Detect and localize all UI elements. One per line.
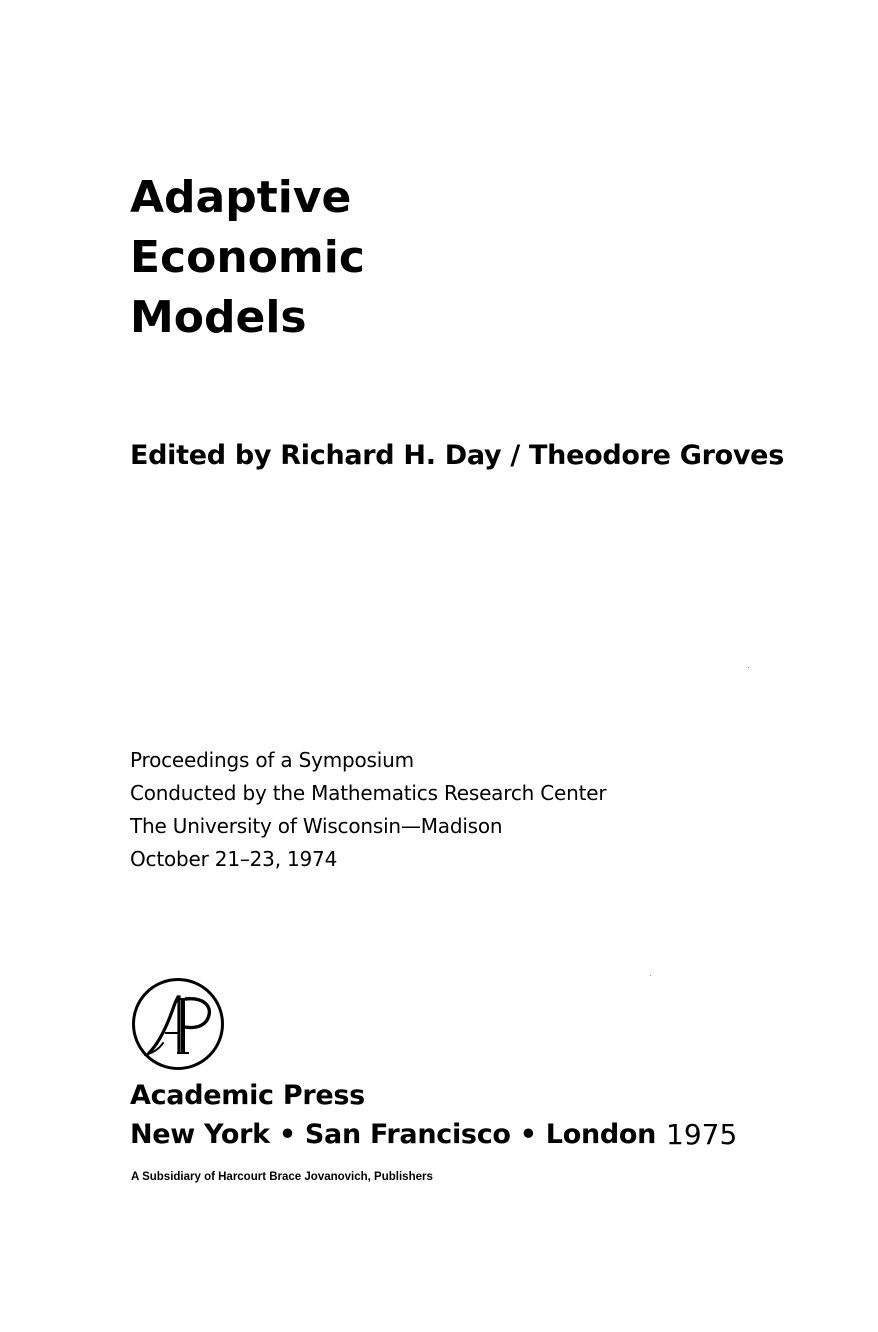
publisher-cities-row xyxy=(130,1116,750,1156)
book-title-line-1: Adaptive xyxy=(130,172,352,223)
academic-press-logo-icon xyxy=(131,977,225,1071)
publication-year: 1975 xyxy=(666,1118,738,1151)
proceedings-line-4: October 21–23, 1974 xyxy=(130,847,338,871)
proceedings-line-2: Conducted by the Mathematics Research Center xyxy=(130,781,607,805)
scan-speck xyxy=(748,667,749,668)
proceedings-line-1: Proceedings of a Symposium xyxy=(130,748,414,772)
publisher-cities: New York • San Francisco • London xyxy=(130,1119,657,1150)
editors-line: Edited by Richard H. Day / Theodore Groves xyxy=(130,440,784,471)
proceedings-line-3: The University of Wisconsin—Madison xyxy=(130,814,503,838)
book-title-line-2: Economic xyxy=(130,232,365,283)
book-title-line-3: Models xyxy=(130,292,307,343)
scan-speck xyxy=(650,975,651,976)
publisher-name: Academic Press xyxy=(130,1080,365,1111)
publisher-subsidiary-note: A Subsidiary of Harcourt Brace Jovanovich, Publishers xyxy=(131,1171,433,1183)
